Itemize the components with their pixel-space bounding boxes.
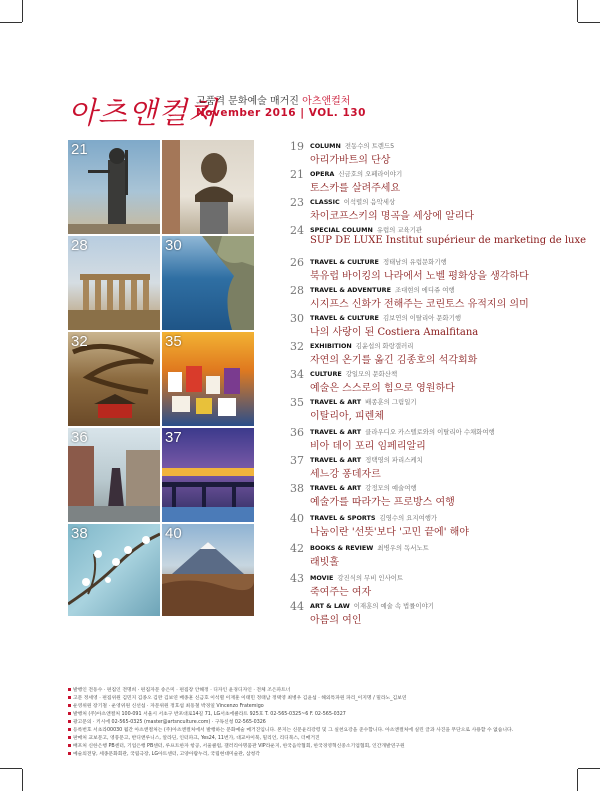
credit-text: 운영위원 장기철 · 운영위원 신선섭 · 자문위원 정호섭 최동철 박경일 Vincenzo Fratemigo — [73, 704, 264, 709]
toc-entry[interactable] — [290, 426, 590, 454]
toc-section — [310, 455, 423, 464]
toc-page-number: 40 — [290, 512, 304, 525]
toc-article-title: 북유럽 바이킹의 나라에서 노벨 평화상을 생각하다 — [310, 271, 529, 282]
crop-mark — [577, 769, 578, 791]
tagline-brand: 아츠앤컬처 — [302, 96, 351, 107]
toc-entry[interactable] — [290, 482, 590, 510]
toc-entry[interactable] — [290, 396, 590, 424]
toc-column-author: 김영수의 요지여행가 — [379, 514, 438, 522]
tile-page-number: 32 — [71, 333, 88, 350]
toc-section-label: TRAVEL & ART — [310, 428, 362, 436]
tile-page-number: 36 — [71, 429, 88, 446]
credit-text: 발행처 (주)아츠앤컬처 100-091 서울시 서초구 반포대로14길 71, LG서초에클라트 925호 T. 02-565-0325~6 F. 02-565-0327 — [73, 712, 346, 717]
toc-article-title: 죽여주는 여자 — [310, 587, 372, 598]
photo-tile-35[interactable] — [162, 332, 254, 426]
bullet-square-icon — [68, 752, 71, 755]
toc-section-label: ART & LAW — [310, 602, 350, 610]
toc-section-label: BOOKS & REVIEW — [310, 544, 374, 552]
credit-text: 발행인 전동수 · 편집인 전명희 · 편집자문 송은미 · 편집장 안해정 · 디자인 윤경디자인 · 전체 조은파트너 — [73, 688, 291, 693]
toc-section — [310, 573, 403, 582]
toc-column-author: 최병우의 독서노트 — [377, 544, 429, 552]
toc-entry[interactable] — [290, 168, 590, 196]
toc-column-author: 이재훈의 예술 속 법률이야기 — [353, 602, 434, 610]
toc-page-number: 37 — [290, 454, 304, 467]
bullet-square-icon — [68, 696, 71, 699]
toc-page-number: 44 — [290, 600, 304, 613]
magazine-logo: 아츠앤컬처 — [68, 96, 218, 131]
toc-article-title: 아름의 여인 — [310, 615, 362, 626]
toc-column-author: 강일모의 문화산책 — [345, 370, 398, 378]
toc-entry[interactable] — [290, 196, 590, 224]
toc-article-title: 나눔이란 '선뜻'보다 '고민 끝에' 해야 — [310, 527, 469, 538]
bullet-square-icon — [68, 688, 71, 691]
tile-page-number: 38 — [71, 525, 88, 542]
tile-page-number: 40 — [165, 525, 182, 542]
toc-section-label: COLUMN — [310, 142, 341, 150]
toc-column-author: 유럽의 교육기관 — [376, 226, 423, 234]
credit-line — [68, 742, 583, 750]
toc-page-number: 30 — [290, 312, 304, 325]
toc-entry[interactable] — [290, 454, 590, 482]
toc-section-label: TRAVEL & ADVENTURE — [310, 286, 391, 294]
bullet-square-icon — [68, 704, 71, 707]
toc-column-author: 강진식의 무비 인사이트 — [337, 574, 404, 582]
toc-article-title: 아리가바트의 단상 — [310, 155, 391, 166]
bullet-square-icon — [68, 744, 71, 747]
toc-page-number: 42 — [290, 542, 304, 555]
toc-entry[interactable] — [290, 600, 590, 628]
toc-section — [310, 141, 394, 150]
crop-mark — [578, 768, 600, 769]
toc-section-label: TRAVEL & ART — [310, 484, 362, 492]
toc-section-label: TRAVEL & ART — [310, 456, 362, 464]
toc-article-title: 비아 데이 포리 임페리알리 — [310, 441, 426, 452]
toc-section — [310, 225, 422, 234]
toc-section — [310, 397, 417, 406]
credit-line — [68, 750, 583, 758]
tile-page-number: 28 — [71, 237, 88, 254]
credit-line — [68, 734, 583, 742]
photo-tile-37[interactable] — [162, 428, 254, 522]
toc-article-title: 자연의 온기를 옮긴 김종호의 석각회화 — [310, 355, 478, 366]
toc-section-label: CLASSIC — [310, 198, 340, 206]
toc-entry[interactable] — [290, 140, 590, 168]
photo-tile-32[interactable] — [68, 332, 160, 426]
toc-page-number: 28 — [290, 284, 304, 297]
toc-article-title: SUP DE LUXE Institut supérieur de marketing de luxe — [310, 235, 587, 246]
tile-page-number: 35 — [165, 333, 182, 350]
credit-line — [68, 726, 583, 734]
credit-text: 배포처 신한은행 PB센터, 기업은행 PB센터, 루프트한자 항공, 서울클럽, 갤러리아명품관 VIP라운지, 한국음악협회, 한국경영혁신중소기업협회, 인간개발연구원 — [73, 744, 405, 749]
masthead-credits — [68, 686, 583, 758]
toc-article-title: 이탈리아, 피렌체 — [310, 411, 384, 422]
toc-column-author: 신금호의 오페라이야기 — [338, 170, 403, 178]
photo-tile-30[interactable] — [162, 236, 254, 330]
photo-tile-38[interactable] — [68, 524, 160, 616]
toc-column-author: 이석렬의 음악세상 — [343, 198, 396, 206]
toc-section — [310, 169, 402, 178]
tile-page-number: 37 — [165, 429, 182, 446]
toc-column-author: 배종훈의 그림일기 — [365, 398, 417, 406]
toc-column-author: 김윤섭의 화랑갤러리 — [355, 342, 414, 350]
issue-info: November 2016 | VOL. 130 — [196, 107, 366, 119]
toc-column-author: 클라우디오 카스텔로와의 이탈리아 수채화여행 — [365, 428, 495, 436]
toc-page-number: 43 — [290, 572, 304, 585]
toc-column-author: 조대현의 에디쥬 여행 — [394, 286, 455, 294]
toc-article-title: 나의 사랑이 된 Costiera Amalfitana — [310, 327, 479, 338]
credit-line — [68, 718, 583, 726]
toc-column-author: 김보연의 이탈리아 문화기행 — [382, 314, 462, 322]
toc-entry[interactable] — [290, 340, 590, 368]
toc-section — [310, 369, 397, 378]
toc-section-label: TRAVEL & SPORTS — [310, 514, 376, 522]
toc-section — [310, 513, 437, 522]
toc-page-number: 36 — [290, 426, 304, 439]
credit-line — [68, 694, 583, 702]
toc-section-label: SPECIAL COLUMN — [310, 226, 373, 234]
toc-section — [310, 285, 455, 294]
toc-section-label: OPERA — [310, 170, 335, 178]
bullet-square-icon — [68, 720, 71, 723]
toc-column-author: 전동수의 트렌드5 — [344, 142, 395, 150]
toc-entry[interactable] — [290, 284, 590, 312]
toc-section-label: TRAVEL & ART — [310, 398, 362, 406]
photo-tile-28[interactable] — [68, 236, 160, 330]
toc-section-label: TRAVEL & CULTURE — [310, 258, 379, 266]
photo-tile-21[interactable] — [68, 140, 160, 234]
toc-article-title: 차이코프스키의 명곡을 세상에 알리다 — [310, 211, 475, 222]
masthead — [0, 0, 600, 140]
toc-entry[interactable] — [290, 368, 590, 396]
photo-tile-bust[interactable] — [162, 140, 254, 234]
toc-entry[interactable] — [290, 542, 590, 570]
credit-text: 판매처 교보문고, 영풍문고, 반디앤루니스, 알라딘, 인터파크, Yes24, 11번가, 대교아이북, 밀리언, 리디북스, 더매거진 — [73, 736, 320, 741]
toc-section — [310, 341, 413, 350]
toc-section — [310, 543, 429, 552]
toc-article-title: 예술가를 따라가는 프로방스 여행 — [310, 497, 455, 508]
bust-sculpture-icon — [162, 140, 254, 234]
photo-tile-40[interactable] — [162, 524, 254, 616]
bullet-square-icon — [68, 712, 71, 715]
tile-page-number: 30 — [165, 237, 182, 254]
credit-line — [68, 702, 583, 710]
toc-page-number: 34 — [290, 368, 304, 381]
toc-entry[interactable] — [290, 572, 590, 600]
photo-tile-36[interactable] — [68, 428, 160, 522]
toc-page-number: 21 — [290, 168, 304, 181]
toc-page-number: 26 — [290, 256, 304, 269]
toc-section — [310, 427, 495, 436]
toc-article-title: 예술은 스스로의 힘으로 영원하다 — [310, 383, 455, 394]
toc-page-number: 19 — [290, 140, 304, 153]
toc-article-title: 시지프스 신화가 전해주는 코린토스 유적지의 의미 — [310, 299, 529, 310]
toc-page-number: 32 — [290, 340, 304, 353]
toc-entry[interactable] — [290, 256, 590, 284]
toc-article-title: 토스카를 살려주세요 — [310, 183, 401, 194]
toc-section — [310, 257, 447, 266]
credit-line — [68, 710, 583, 718]
toc-page-number: 35 — [290, 396, 304, 409]
toc-column-author: 정태남의 유럽문화기행 — [382, 258, 447, 266]
credit-text: 고문 정세영 · 편집위원 김민지 김종오 김완 김보연 배종훈 신금호 이석렬 이재훈 이태민 정태남 정택영 최병우 김윤섭 · 해외특파원 파리_이지명 / 밀라노_김보연 — [73, 696, 407, 701]
toc-article-title: 래빗홀 — [310, 557, 339, 568]
toc-column-author: 강정모의 예술여행 — [365, 484, 417, 492]
tagline — [196, 92, 350, 107]
toc-page-number: 24 — [290, 224, 304, 237]
bullet-square-icon — [68, 728, 71, 731]
credit-text: 등록번호 서초라00030 월간 아츠앤컬처는 (주)아츠앤컬처에서 발행하는 문화예술 매거진입니다. 본지는 신문윤리강령 및 그 실천요강을 준수합니다. 아츠앤컬처에 실린 글과 사진을 무단으로 사용할 수 없습니다. — [73, 728, 514, 733]
toc-entry[interactable] — [290, 224, 590, 252]
tile-page-number: 21 — [71, 141, 88, 158]
bullet-square-icon — [68, 736, 71, 739]
crop-mark — [0, 768, 22, 769]
credit-text: 광고문의 · 키시에 02-565-0325 (master@artsnculture.com) · 구독신청 02-565-0326 — [73, 720, 266, 725]
toc-article-title: 세느강 퐁데자르 — [310, 469, 381, 480]
toc-section-label: EXHIBITION — [310, 342, 352, 350]
credit-text: 예술의전당, 세종문화회관, 국립극장, LG아트센터, 고양아람누리, 국립현대미술관, 삼청각 — [73, 752, 260, 757]
toc-section-label: TRAVEL & CULTURE — [310, 314, 379, 322]
tagline-prefix: 고품격 문화예술 매거진 — [196, 96, 299, 107]
toc-page-number: 38 — [290, 482, 304, 495]
credit-line — [68, 686, 583, 694]
toc-section — [310, 197, 395, 206]
toc-section — [310, 601, 434, 610]
toc-entry[interactable] — [290, 512, 590, 540]
crop-mark — [22, 769, 23, 791]
toc-section — [310, 313, 461, 322]
toc-section-label: CULTURE — [310, 370, 342, 378]
toc-page-number: 23 — [290, 196, 304, 209]
toc-entry[interactable] — [290, 312, 590, 340]
toc-section-label: MOVIE — [310, 574, 334, 582]
toc-column-author: 정택영의 파리스케치 — [365, 456, 423, 464]
toc-section — [310, 483, 417, 492]
